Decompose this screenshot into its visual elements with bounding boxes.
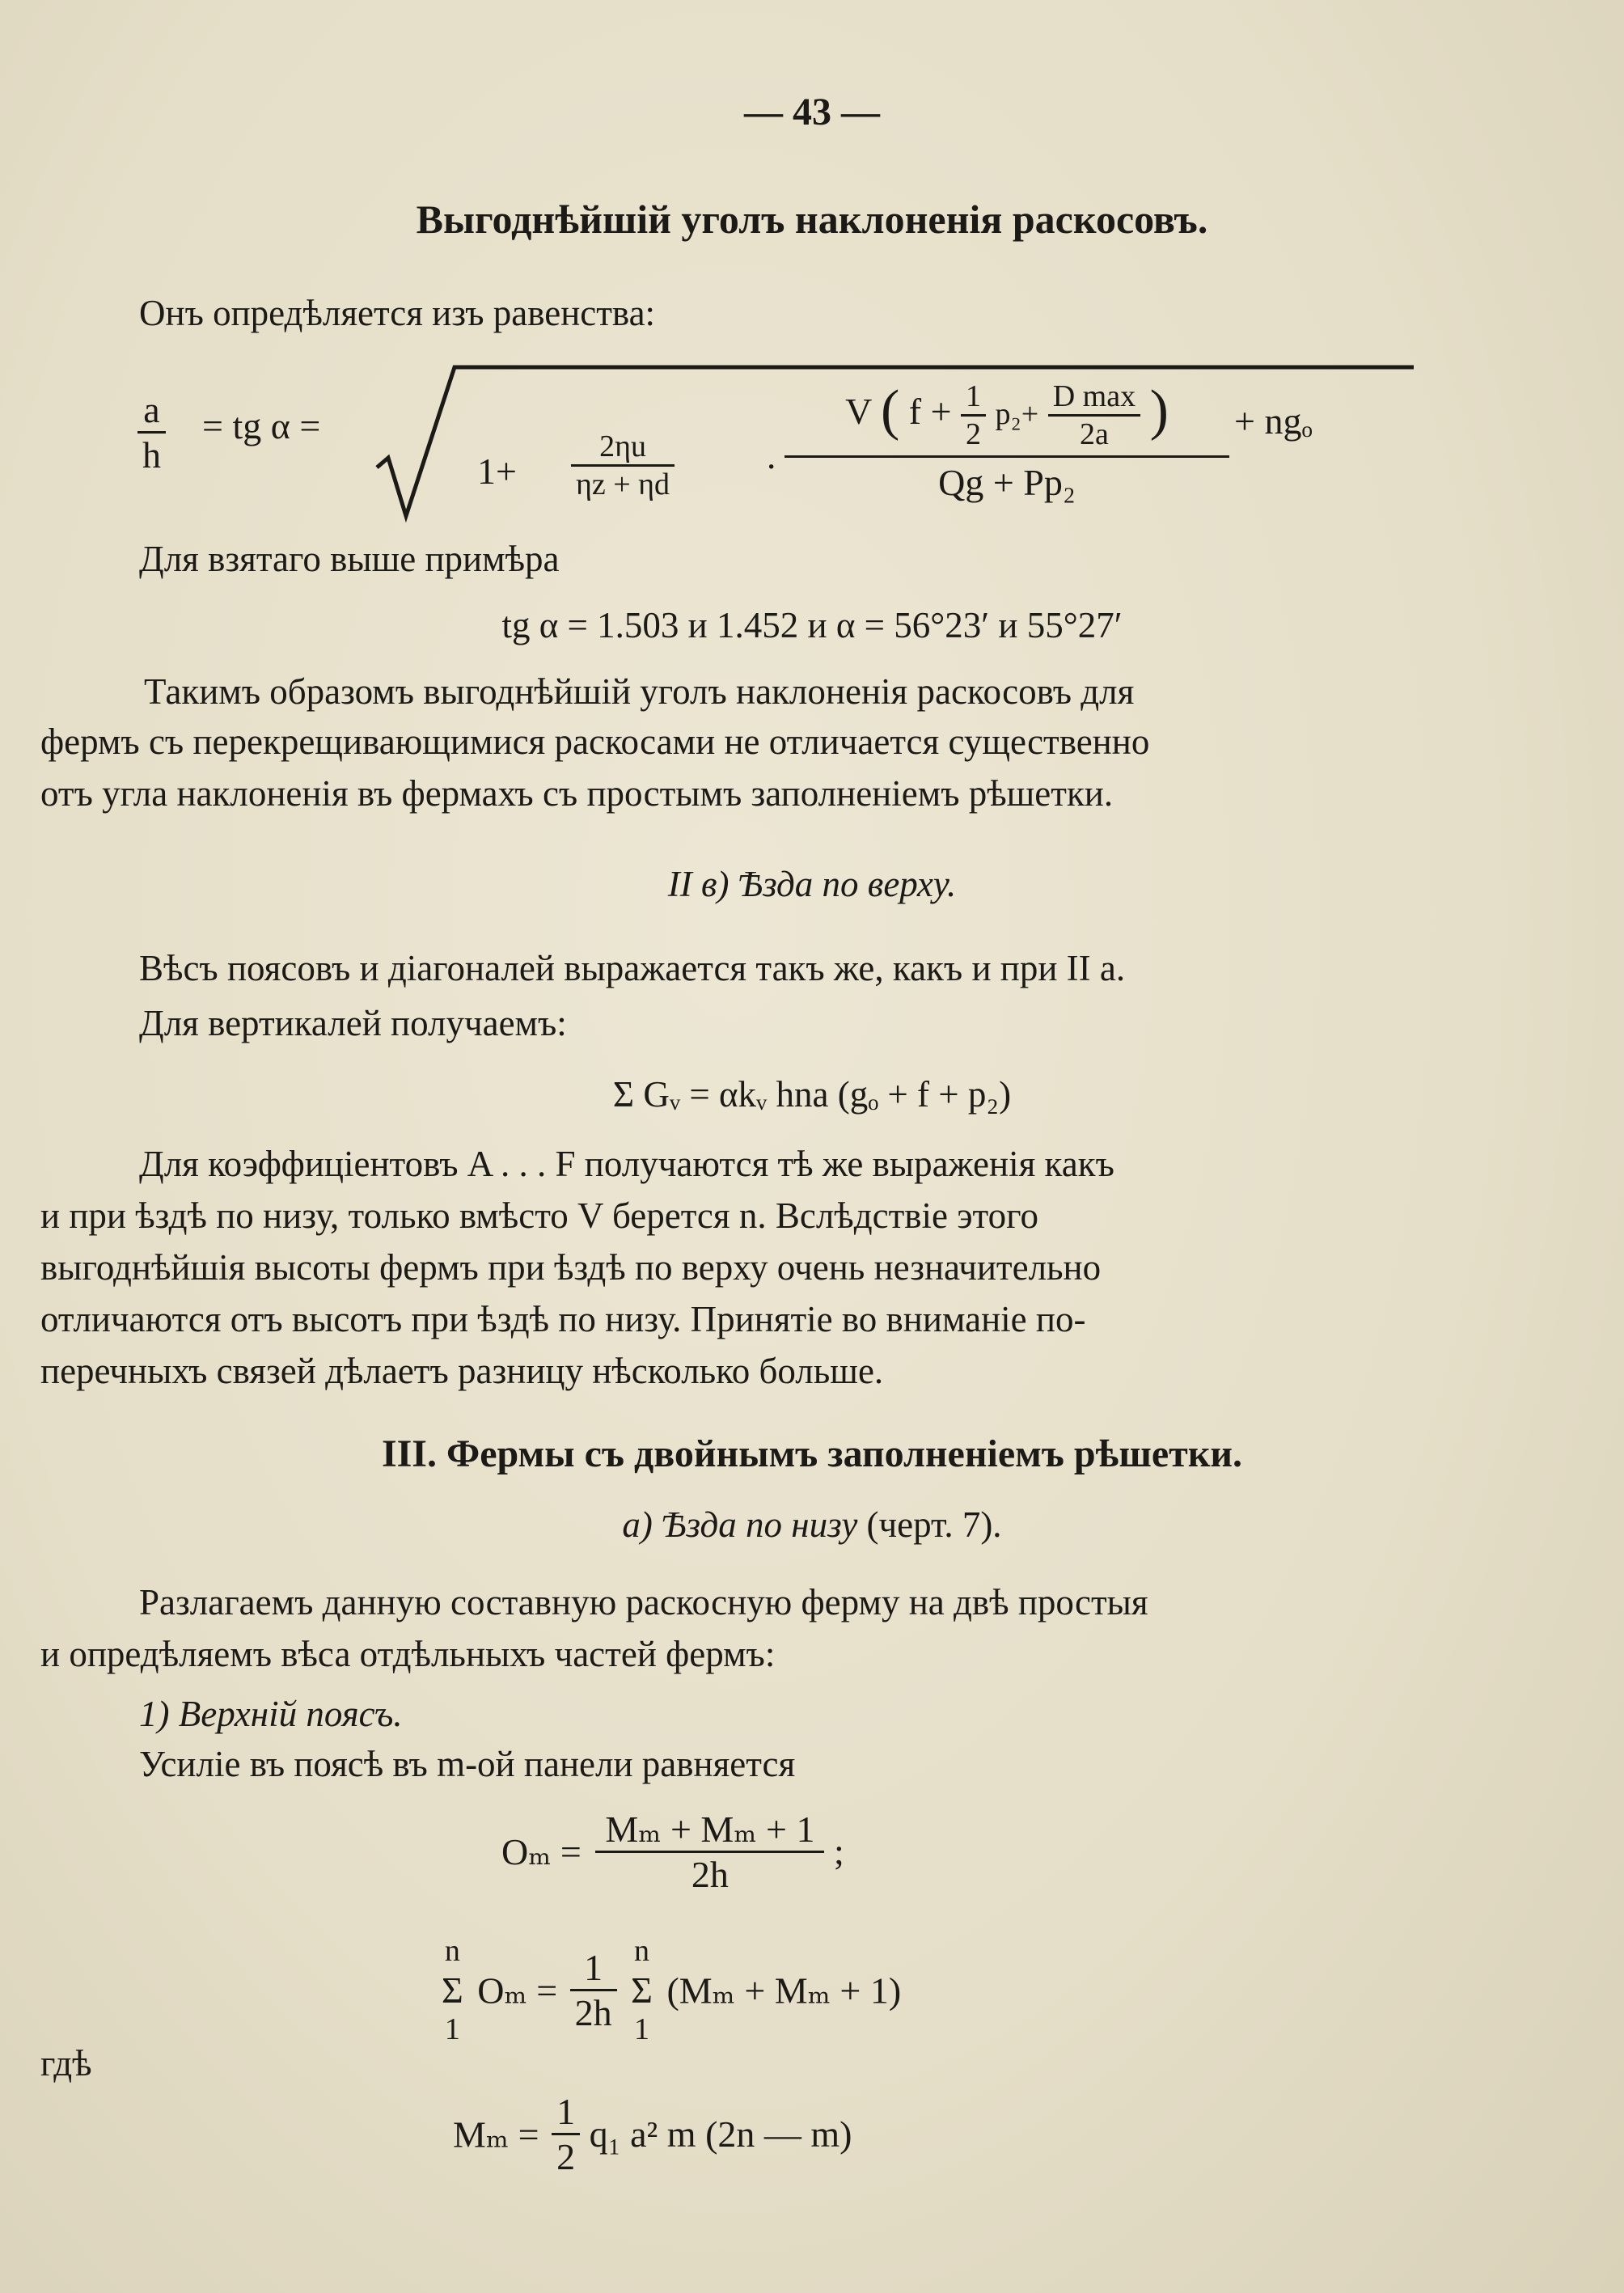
fraction-big-numerator: V ( f + $\frac{1}{2}$ p₂+ $\frac{\text{D max}}{2a}$ ) bbox=[785, 379, 1229, 458]
equation-sum-gv: Σ Gᵥ = αkᵥ hna (gₒ + f + p₂) bbox=[612, 1074, 1012, 1115]
decomp-line-2: и опредѣляемъ вѣса отдѣльныхъ частей фермъ: bbox=[40, 1634, 776, 1674]
eq1-middle: = tg α = bbox=[202, 405, 321, 446]
intro-paragraph: Онъ опредѣляется изъ равенства: bbox=[139, 293, 656, 333]
subsection-title-bottom-ride: а) Ѣзда по низу (черт. 7). bbox=[622, 1504, 1002, 1545]
equation-mm: Mₘ = $\frac{1}{2}$ q₁ a² m (2n — m) bbox=[453, 2091, 852, 2177]
fraction-big bbox=[785, 379, 1229, 504]
where-word: гдѣ bbox=[40, 2043, 92, 2084]
fraction-eta: $\frac{2\eta u}{\eta z + \eta d}$ bbox=[571, 429, 675, 502]
page-number: — 43 — bbox=[744, 91, 880, 133]
conclusion-line-3: отъ угла наклоненія въ фермахъ съ простымъ заполненіемъ рѣшетки. bbox=[40, 773, 1114, 814]
fraction-a-over-h: $\frac{a}{h}$ bbox=[137, 388, 166, 476]
coef-line-4: отличаются отъ высотъ при ѣздѣ по низу. Принятіе во вниманіе по- bbox=[40, 1299, 1086, 1339]
coef-line-2: и при ѣздѣ по низу, только вмѣсто V берется n. Вслѣдствіе этого bbox=[40, 1195, 1038, 1236]
fraction-big-denominator: Qg + Pp₂ bbox=[938, 462, 1076, 503]
coef-line-3: выгоднѣйшія высоты фермъ при ѣздѣ по верху очень незначительно bbox=[40, 1247, 1102, 1288]
item-upper-chord: 1) Верхній поясъ. bbox=[139, 1694, 403, 1734]
equation-tg-values: tg α = 1.503 и 1.452 и α = 56°23′ и 55°27′ bbox=[501, 605, 1123, 645]
conclusion-line-2: фермъ съ перекрещивающимися раскосами не отличается существенно bbox=[40, 721, 1150, 762]
weight-paragraph: Вѣсъ поясовъ и діагоналей выражается такъ же, какъ и при II а. bbox=[139, 948, 1126, 988]
decomp-line-1: Разлагаемъ данную составную раскосную ферму на двѣ простыя bbox=[139, 1582, 1148, 1622]
force-paragraph: Усиліе въ поясѣ въ m-ой панели равняется bbox=[139, 1744, 796, 1784]
example-paragraph: Для взятаго выше примѣра bbox=[139, 539, 560, 579]
eq1-dot: · bbox=[765, 446, 778, 487]
section-title-top-ride: II в) Ѣзда по верху. bbox=[667, 864, 957, 904]
conclusion-line-1: Такимъ образомъ выгоднѣйшій уголъ наклоненія раскосовъ для bbox=[144, 671, 1135, 712]
equation-om: Oₘ = $\frac{\text{Mₘ + Mₘ + 1}}{2h}$ ; bbox=[501, 1809, 844, 1895]
eq1-one-plus: 1+ bbox=[477, 451, 517, 492]
section-title-optimal-angle: Выгоднѣйшій уголъ наклоненія раскосовъ. bbox=[416, 197, 1208, 242]
verticals-paragraph: Для вертикалей получаемъ: bbox=[139, 1003, 567, 1043]
coef-line-5: перечныхъ связей дѣлаетъ разницу нѣсколько больше. bbox=[40, 1351, 884, 1391]
coef-line-1: Для коэффиціентовъ A . . . F получаются тѣ же выраженія какъ bbox=[139, 1144, 1114, 1184]
eq1-tail: + ngₒ bbox=[1234, 400, 1313, 442]
equation-sum-om: n Σ 1 Oₘ = $\frac{1}{2h}$ n Σ 1 (Mₘ + Mₘ + 1) bbox=[442, 1934, 902, 2046]
section-title-double-lattice: III. Фермы съ двойнымъ заполненіемъ рѣшетки. bbox=[381, 1432, 1243, 1475]
